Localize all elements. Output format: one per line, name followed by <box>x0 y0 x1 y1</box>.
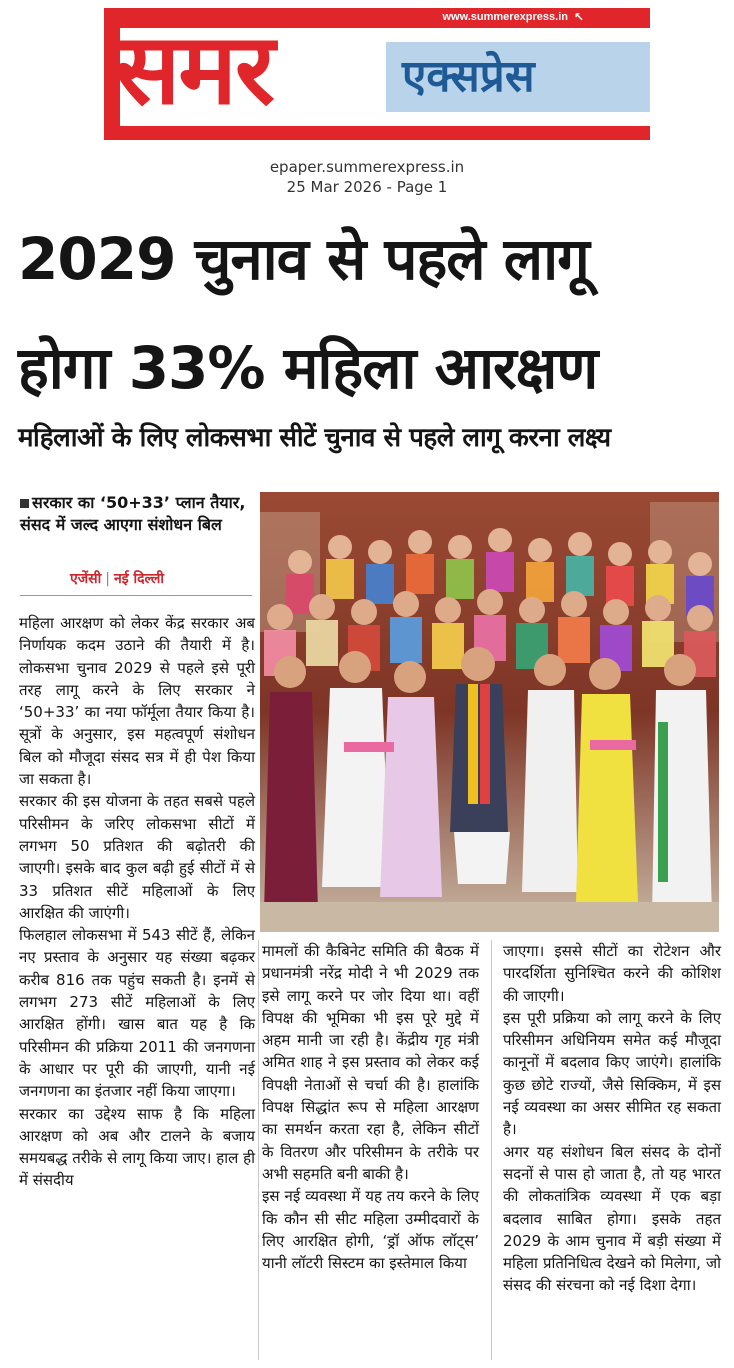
bullet-square-icon <box>20 499 29 508</box>
paragraph: महिला आरक्षण को लेकर केंद्र सरकार अब निर्णायक कदम उठाने की तैयारी में है। लोकसभा चुनाव 2029 से पहले इसे पूरी तरह लागू करने के लिए सरकार ने ‘50+33’ का नया फॉर्मूला तैयार किया है। सूत्रों के अनुसार, इस महत्वपूर्ण संशोधन बिल को मौजूदा संसद सत्र में ही पेश किया जा सकता है। <box>19 614 255 789</box>
article-column-1 <box>19 612 255 1192</box>
logo-sub-text: एक्सप्रेस <box>402 51 535 102</box>
cursor-arrow-icon: ↖ <box>573 10 584 24</box>
paragraph: फिलहाल लोकसभा में 543 सीटें हैं, लेकिन नए प्रस्ताव के अनुसार यह संख्या बढ़कर करीब 816 तक पहुंच सकती है। इनमें से लगभग 273 सीटें महिलाओं के लिए आरक्षित होंगी। खास बात यह है कि परिसीमन की प्रक्रिया 2011 की जनगणना के आधार पर पूरी की जाएगी, यानी नई जनगणना का इंतजार नहीं किया जाएगा। <box>19 926 255 1101</box>
edition-date-page: 25 Mar 2026 - Page 1 <box>286 178 448 196</box>
paragraph: इस नई व्यवस्था में यह तय करने के लिए कि कौन सी सीट महिला उम्मीदवारों के लिए आरक्षित होगी, ‘ड्रॉ ऑफ लॉट्स’ यानी लॉटरी सिस्टम का इस्तेमाल किया <box>262 1187 479 1273</box>
paragraph: सरकार की इस योजना के तहत सबसे पहले परिसीमन के जरिए लोकसभा सीटों में लगभग 50 प्रतिशत की बढ़ोतरी की जाएगी। इसके बाद कुल बढ़ी हुई सीटों में से 33 प्रतिशत सीटें महिलाओं के लिए आरक्षित की जाएंगी। <box>19 792 255 922</box>
headline-line-1: 2029 चुनाव से पहले लागू <box>18 225 589 293</box>
news-photo <box>260 492 719 932</box>
masthead-url[interactable]: www.summerexpress.in <box>442 11 568 23</box>
byline-separator: | <box>105 571 110 587</box>
logo-main-text: समर <box>114 13 273 127</box>
group-photo-illustration <box>260 492 719 932</box>
column-divider <box>258 940 259 1360</box>
byline-agency: एजेंसी <box>70 571 102 587</box>
subheadline: महिलाओं के लिए लोकसभा सीटें चुनाव से पहले लागू करना लक्ष्य <box>18 423 611 453</box>
masthead-logo <box>104 8 650 140</box>
byline <box>70 569 164 588</box>
column-divider <box>491 940 492 1360</box>
paragraph: मामलों की कैबिनेट समिति की बैठक में प्रधानमंत्री नरेंद्र मोदी ने भी 2029 तक इसे लागू करने पर जोर दिया था। वहीं विपक्ष की भूमिका भी इस पूरे मुद्दे में अहम मानी जा रही है। केंद्रीय गृह मंत्री अमित शाह ने इस प्रस्ताव को लेकर कई विपक्षी नेताओं से चर्चा की है। हालांकि विपक्ष सिद्धांत रूप से महिला आरक्षण का समर्थन करता रहा है, लेकिन सीटों के वितरण और परिसीमन के तरीके पर अभी सहमति बनी बाकी है। <box>262 942 479 1183</box>
article-column-3 <box>503 940 721 1297</box>
article-column-2 <box>262 940 479 1274</box>
epaper-url[interactable]: epaper.summerexpress.in <box>269 158 465 176</box>
kicker-text: सरकार का ‘50+33’ प्लान तैयार, संसद में जल्द आएगा संशोधन बिल <box>20 493 246 534</box>
paragraph: जाएगा। इससे सीटों का रोटेशन और पारदर्शिता सुनिश्चित करने की कोशिश की जाएगी। <box>503 942 721 1005</box>
headline-line-2: होगा 33% महिला आरक्षण <box>18 334 598 402</box>
paragraph: अगर यह संशोधन बिल संसद के दोनों सदनों से पास हो जाता है, तो यह भारत की लोकतांत्रिक व्यवस्था में एक बड़ा बदलाव साबित होगा। इसके तहत 2029 के आम चुनाव में बड़ी संख्या में महिला प्रतिनिधित्व देखने को मिलेगा, जो संसद की संरचना को नई दिशा देगा। <box>503 1142 721 1295</box>
paragraph: इस पूरी प्रक्रिया को लागू करने के लिए परिसीमन अधिनियम समेत कई मौजूदा कानूनों में बदलाव किए जाएंगे। हालांकि कुछ छोटे राज्यों, जैसे सिक्किम, में इस नई व्यवस्था का असर सीमित रह सकता है। <box>503 1008 721 1139</box>
byline-divider <box>20 595 252 596</box>
kicker <box>20 492 252 536</box>
byline-city: नई दिल्ली <box>113 571 164 587</box>
paragraph: सरकार का उद्देश्य साफ है कि महिला आरक्षण को अब और टालने के बजाय समयबद्ध तरीके से लागू किया जाए। हाल ही में संसदीय <box>19 1104 255 1190</box>
